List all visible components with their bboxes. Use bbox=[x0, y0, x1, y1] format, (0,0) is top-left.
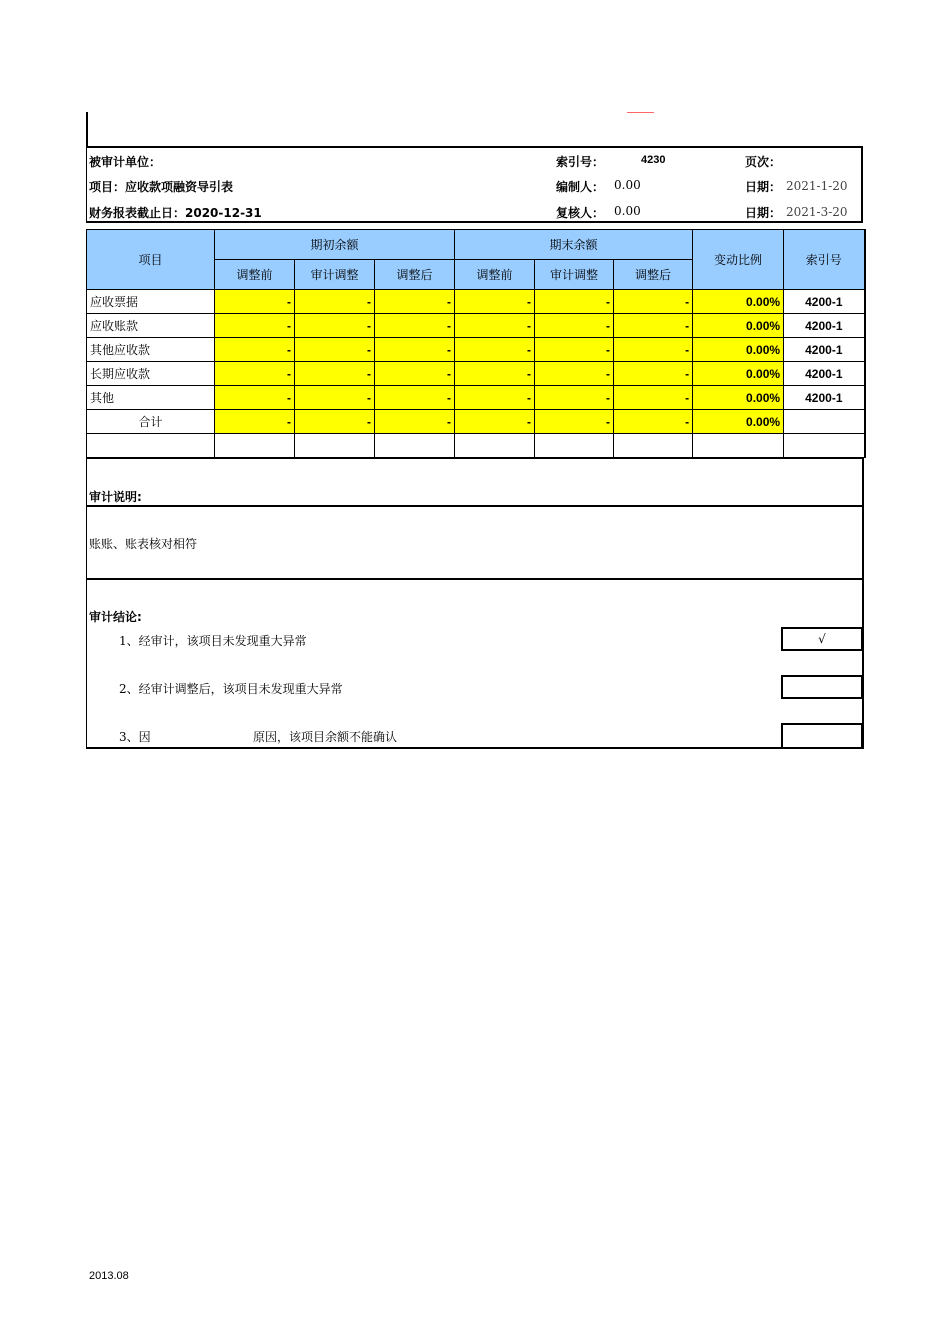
cell-index[interactable]: 4200-1 bbox=[784, 362, 865, 386]
empty-cell[interactable] bbox=[215, 434, 295, 458]
conclusion-1-checkbox[interactable] bbox=[781, 627, 863, 651]
cell-value[interactable]: - bbox=[614, 410, 693, 434]
cell-value[interactable]: - bbox=[535, 362, 614, 386]
subcol-before-end: 调整前 bbox=[455, 260, 535, 290]
cell-value[interactable]: - bbox=[215, 362, 295, 386]
cell-value[interactable]: - bbox=[535, 314, 614, 338]
cell-index[interactable] bbox=[784, 410, 865, 434]
audit-note-label-box bbox=[86, 457, 864, 507]
balance-table bbox=[86, 229, 866, 458]
table-row bbox=[87, 386, 865, 410]
reviewer-label: 复核人： bbox=[556, 206, 605, 220]
cell-value[interactable]: - bbox=[295, 290, 375, 314]
cell-value[interactable]: - bbox=[215, 410, 295, 434]
cell-value[interactable]: - bbox=[455, 410, 535, 434]
cell-change[interactable]: 0.00% bbox=[693, 386, 784, 410]
cell-value[interactable]: - bbox=[614, 362, 693, 386]
conclusion-item-3-suffix: 原因，该项目余额不能确认 bbox=[253, 730, 398, 744]
row-name: 长期应收款 bbox=[87, 362, 215, 386]
group-begin-header: 期初余额 bbox=[215, 230, 455, 260]
cell-value[interactable]: - bbox=[455, 338, 535, 362]
audited-unit-label: 被审计单位： bbox=[89, 155, 162, 169]
empty-cell[interactable] bbox=[455, 434, 535, 458]
cell-value[interactable]: - bbox=[455, 386, 535, 410]
cell-value[interactable]: - bbox=[295, 386, 375, 410]
subcol-adjust-end: 审计调整 bbox=[535, 260, 614, 290]
empty-cell[interactable] bbox=[693, 434, 784, 458]
cell-value[interactable]: - bbox=[614, 290, 693, 314]
cell-change[interactable]: 0.00% bbox=[693, 338, 784, 362]
table-empty-row bbox=[87, 434, 865, 458]
conclusion-box bbox=[86, 580, 864, 749]
subcol-after-end: 调整后 bbox=[614, 260, 693, 290]
period-end-label: 财务报表截止日：2020-12-31 bbox=[89, 206, 262, 220]
row-name: 其他应收款 bbox=[87, 338, 215, 362]
subcol-after-begin: 调整后 bbox=[375, 260, 455, 290]
cell-value[interactable]: - bbox=[535, 386, 614, 410]
cell-value[interactable]: - bbox=[295, 410, 375, 434]
preparer-label: 编制人： bbox=[556, 180, 605, 194]
cell-value[interactable]: - bbox=[375, 362, 455, 386]
table-total-row bbox=[87, 410, 865, 434]
reviewer-value: 0.00 bbox=[614, 204, 641, 218]
empty-cell[interactable] bbox=[375, 434, 455, 458]
total-label: 合计 bbox=[87, 410, 215, 434]
cell-value[interactable]: - bbox=[535, 290, 614, 314]
table-row bbox=[87, 290, 865, 314]
index-no-value: 4230 bbox=[641, 154, 666, 166]
cell-value[interactable]: - bbox=[455, 314, 535, 338]
cell-value[interactable]: - bbox=[375, 338, 455, 362]
cell-index[interactable]: 4200-1 bbox=[784, 386, 865, 410]
cell-value[interactable]: - bbox=[614, 338, 693, 362]
subcol-adjust-begin: 审计调整 bbox=[295, 260, 375, 290]
preparer-value: 0.00 bbox=[614, 178, 641, 192]
conclusion-2-checkbox[interactable] bbox=[781, 675, 863, 699]
cell-index[interactable]: 4200-1 bbox=[784, 314, 865, 338]
conclusion-item-3-prefix: 3、因 bbox=[119, 730, 151, 744]
cell-index[interactable]: 4200-1 bbox=[784, 338, 865, 362]
col-change-header: 变动比例 bbox=[693, 230, 784, 290]
col-index-header: 索引号 bbox=[784, 230, 865, 290]
cell-value[interactable]: - bbox=[375, 410, 455, 434]
row-name: 其他 bbox=[87, 386, 215, 410]
cell-value[interactable]: - bbox=[215, 314, 295, 338]
conclusion-3-checkbox[interactable] bbox=[781, 723, 863, 749]
page-label: 页次： bbox=[745, 155, 782, 169]
conclusion-item-1: 1、经审计，该项目未发现重大异常 bbox=[119, 634, 307, 648]
cell-index[interactable]: 4200-1 bbox=[784, 290, 865, 314]
cell-change[interactable]: 0.00% bbox=[693, 290, 784, 314]
date2-label: 日期： bbox=[745, 206, 782, 220]
cell-value[interactable]: - bbox=[215, 386, 295, 410]
top-left-vertical-line bbox=[86, 112, 88, 146]
check-mark-icon: √ bbox=[818, 632, 826, 646]
cell-value[interactable]: - bbox=[614, 314, 693, 338]
empty-cell[interactable] bbox=[784, 434, 865, 458]
cell-value[interactable]: - bbox=[535, 410, 614, 434]
date2-value: 2021-3-20 bbox=[786, 205, 848, 219]
conclusion-item-2: 2、经审计调整后，该项目未发现重大异常 bbox=[119, 682, 343, 696]
audit-note-text: 账账、账表核对相符 bbox=[89, 537, 198, 551]
row-name: 应收票据 bbox=[87, 290, 215, 314]
audit-note-label: 审计说明: bbox=[89, 490, 142, 504]
cell-value[interactable]: - bbox=[375, 314, 455, 338]
empty-cell[interactable] bbox=[295, 434, 375, 458]
empty-cell[interactable] bbox=[614, 434, 693, 458]
table-row bbox=[87, 338, 865, 362]
date1-label: 日期： bbox=[745, 180, 782, 194]
subcol-before-begin: 调整前 bbox=[215, 260, 295, 290]
version-footer: 2013.08 bbox=[89, 1270, 129, 1282]
table-row bbox=[87, 314, 865, 338]
cell-value[interactable]: - bbox=[295, 314, 375, 338]
audit-note-content-box bbox=[86, 507, 864, 580]
cell-value[interactable]: - bbox=[455, 362, 535, 386]
col-item-header: 项目 bbox=[87, 230, 215, 290]
cell-value[interactable]: - bbox=[215, 290, 295, 314]
cell-change[interactable]: 0.00% bbox=[693, 362, 784, 386]
cell-change[interactable]: 0.00% bbox=[693, 314, 784, 338]
cell-value[interactable]: - bbox=[215, 338, 295, 362]
cell-value[interactable]: - bbox=[295, 338, 375, 362]
empty-cell[interactable] bbox=[87, 434, 215, 458]
cell-value[interactable]: - bbox=[295, 362, 375, 386]
cell-value[interactable]: - bbox=[614, 386, 693, 410]
index-no-label: 索引号： bbox=[556, 155, 605, 169]
cell-value[interactable]: - bbox=[535, 338, 614, 362]
cell-value[interactable]: - bbox=[375, 386, 455, 410]
empty-cell[interactable] bbox=[535, 434, 614, 458]
cell-value[interactable]: - bbox=[455, 290, 535, 314]
cell-change[interactable]: 0.00% bbox=[693, 410, 784, 434]
red-mark bbox=[627, 112, 654, 113]
table-header-row-1 bbox=[87, 230, 865, 260]
row-name: 应收账款 bbox=[87, 314, 215, 338]
project-label: 项目：应收款项融资导引表 bbox=[89, 180, 234, 194]
date1-value: 2021-1-20 bbox=[786, 179, 848, 193]
group-end-header: 期末余额 bbox=[455, 230, 693, 260]
table-row bbox=[87, 362, 865, 386]
cell-value[interactable]: - bbox=[375, 290, 455, 314]
conclusion-label: 审计结论: bbox=[89, 610, 142, 624]
